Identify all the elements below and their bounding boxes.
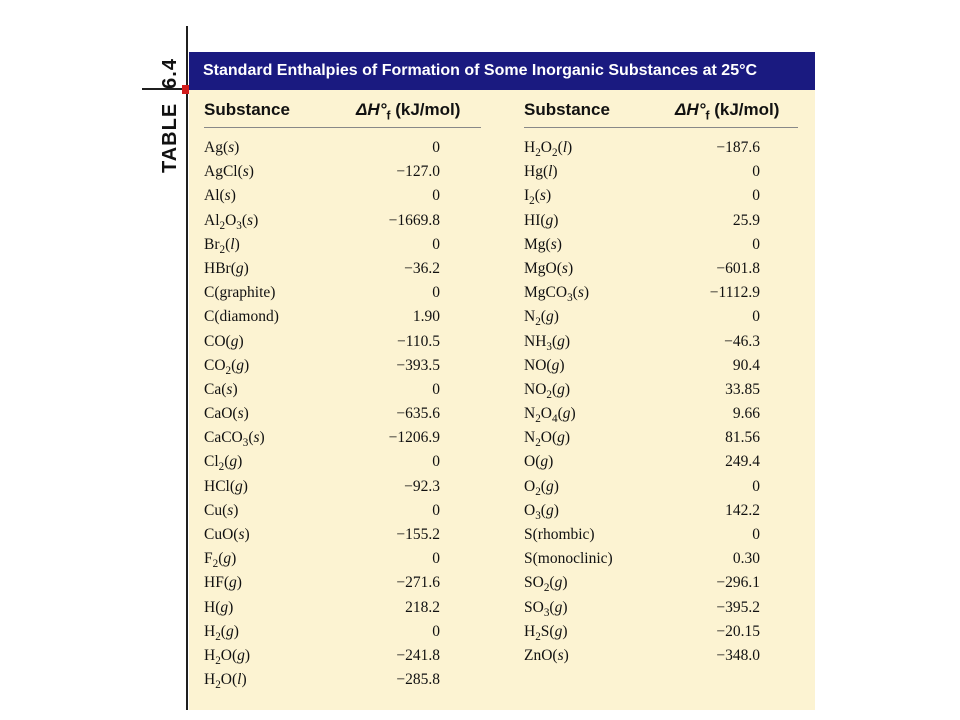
substance-cell: S(monoclinic) bbox=[524, 550, 613, 568]
table-title: Standard Enthalpies of Formation of Some Inorganic Substances at 25°C bbox=[203, 62, 758, 79]
enthalpy-value-cell: 25.9 bbox=[732, 211, 760, 229]
substance-cell: $O_3(g)$ bbox=[524, 501, 559, 522]
right-value-column bbox=[650, 136, 760, 668]
substance-cell: $Br_2(l)$ bbox=[204, 235, 240, 256]
substance-cell: $CO_2(g)$ bbox=[204, 356, 250, 377]
substance-cell: H(g) bbox=[204, 598, 234, 616]
enthalpy-value-cell: 0 bbox=[752, 235, 760, 253]
header-rule-left bbox=[204, 127, 481, 128]
enthalpy-value-cell: 218.2 bbox=[405, 598, 440, 616]
enthalpy-value-cell: 0 bbox=[432, 284, 440, 302]
substance-cell: Hg(l) bbox=[524, 163, 558, 181]
enthalpy-value-cell: 0 bbox=[432, 380, 440, 398]
substance-cell: CaO(s) bbox=[204, 405, 249, 423]
enthalpy-symbol: $\Delta H^\circ_f$ bbox=[675, 100, 710, 123]
substance-cell: O(g) bbox=[524, 453, 554, 471]
enthalpy-value-cell: 9.66 bbox=[732, 405, 760, 423]
substance-cell: C(diamond) bbox=[204, 308, 279, 326]
enthalpy-value-cell: −241.8 bbox=[396, 646, 440, 664]
table-number: 6.4 bbox=[158, 57, 181, 89]
enthalpy-value-cell: 0 bbox=[752, 187, 760, 205]
substance-cell: HF(g) bbox=[204, 574, 242, 592]
enthalpy-value-cell: −393.5 bbox=[396, 356, 440, 374]
substance-cell: HI(g) bbox=[524, 211, 559, 229]
enthalpy-value-cell: −1112.9 bbox=[709, 284, 760, 302]
enthalpy-value-cell: −635.6 bbox=[396, 405, 440, 423]
substance-cell: Cu(s) bbox=[204, 501, 239, 519]
enthalpy-value-cell: −36.2 bbox=[404, 259, 440, 277]
enthalpy-value-cell: −20.15 bbox=[716, 622, 760, 640]
enthalpy-value-cell: 0 bbox=[432, 453, 440, 471]
enthalpy-value-cell: 90.4 bbox=[732, 356, 760, 374]
substance-cell: CuO(s) bbox=[204, 526, 250, 543]
substance-cell: HBr(g) bbox=[204, 259, 249, 277]
substance-cell: C(graphite) bbox=[204, 284, 276, 302]
enthalpy-value-cell: 0 bbox=[432, 139, 440, 156]
substance-cell: $O_2(g)$ bbox=[524, 477, 559, 498]
enthalpy-value-cell: 0 bbox=[752, 526, 760, 543]
substance-cell: HCl(g) bbox=[204, 477, 248, 495]
enthalpy-value-cell: 1.90 bbox=[412, 308, 440, 326]
table-side-label bbox=[152, 50, 188, 180]
enthalpy-value-cell: 0 bbox=[752, 308, 760, 326]
enthalpy-value-cell: −395.2 bbox=[716, 598, 760, 616]
substance-cell: MgO(s) bbox=[524, 259, 574, 277]
side-rule bbox=[142, 88, 186, 90]
substance-cell: Mg(s) bbox=[524, 235, 562, 253]
substance-cell: NO(g) bbox=[524, 356, 565, 374]
substance-cell: $N_2O_4(g)$ bbox=[524, 405, 576, 426]
header-substance-right: Substance bbox=[524, 100, 610, 119]
enthalpy-value-cell: −1206.9 bbox=[388, 429, 440, 447]
substance-cell: AgCl(s) bbox=[204, 163, 254, 181]
vertical-rule bbox=[186, 26, 188, 710]
substance-cell: $N_2O(g)$ bbox=[524, 429, 571, 450]
enthalpy-symbol: $\Delta H^\circ_f$ bbox=[356, 100, 391, 123]
enthalpy-value-cell: −110.5 bbox=[396, 332, 440, 350]
substance-cell: CaCO$_3$(s) bbox=[204, 429, 265, 450]
substance-cell: Al(s) bbox=[204, 187, 236, 205]
left-value-column bbox=[330, 136, 440, 692]
substance-cell: $N_2(g)$ bbox=[524, 308, 559, 329]
enthalpy-value-cell: −187.6 bbox=[716, 139, 760, 156]
substance-cell: MgCO$_3$(s) bbox=[524, 284, 590, 305]
enthalpy-value-cell: −601.8 bbox=[716, 259, 760, 277]
header-substance-left: Substance bbox=[204, 100, 290, 119]
substance-cell: S(rhombic) bbox=[524, 526, 595, 543]
table-label: TABLE bbox=[158, 102, 181, 173]
enthalpy-unit: (kJ/mol) bbox=[395, 100, 461, 119]
substance-cell: $H_2O_2(l)$ bbox=[524, 139, 573, 160]
substance-cell: $NH_3(g)$ bbox=[524, 332, 571, 353]
enthalpy-value-cell: −1669.8 bbox=[388, 211, 440, 229]
enthalpy-value-cell: −348.0 bbox=[716, 646, 760, 664]
enthalpy-value-cell: −285.8 bbox=[396, 671, 440, 689]
enthalpy-value-cell: 0 bbox=[432, 187, 440, 205]
enthalpy-unit: (kJ/mol) bbox=[714, 100, 780, 119]
enthalpy-value-cell: −296.1 bbox=[716, 574, 760, 592]
enthalpy-value-cell: 142.2 bbox=[725, 501, 760, 519]
substance-cell: $H_2(g)$ bbox=[204, 622, 239, 643]
substance-cell: ZnO(s) bbox=[524, 646, 569, 664]
substance-cell: $H_2S(g)$ bbox=[524, 622, 568, 643]
enthalpy-value-cell: −127.0 bbox=[396, 163, 440, 181]
substance-cell: $F_2(g)$ bbox=[204, 550, 237, 571]
substance-cell: $H_2O(g)$ bbox=[204, 646, 251, 668]
substance-cell: $H_2O(l)$ bbox=[204, 671, 247, 692]
enthalpy-value-cell: 249.4 bbox=[725, 453, 760, 471]
enthalpy-value-cell: 0 bbox=[432, 501, 440, 519]
enthalpy-value-cell: 0 bbox=[432, 622, 440, 640]
header-enthalpy-left bbox=[356, 100, 460, 126]
substance-cell: $SO_3(g)$ bbox=[524, 598, 568, 619]
enthalpy-value-cell: −46.3 bbox=[724, 332, 760, 350]
enthalpy-value-cell: −271.6 bbox=[396, 574, 440, 592]
substance-cell: $SO_2(g)$ bbox=[524, 574, 568, 595]
enthalpy-value-cell: 0 bbox=[432, 550, 440, 568]
enthalpy-value-cell: 81.56 bbox=[725, 429, 760, 447]
enthalpy-value-cell: −155.2 bbox=[396, 526, 440, 543]
enthalpy-value-cell: 0 bbox=[752, 163, 760, 181]
substance-cell: CO(g) bbox=[204, 332, 244, 350]
table-title-bar bbox=[189, 52, 815, 90]
substance-cell: Ca(s) bbox=[204, 380, 238, 398]
enthalpy-value-cell: 0 bbox=[432, 235, 440, 253]
enthalpy-value-cell: 0.30 bbox=[732, 550, 760, 568]
substance-cell: Ag(s) bbox=[204, 139, 240, 156]
substance-cell: $I_2(s)$ bbox=[524, 187, 552, 208]
substance-cell: $Al_2O_3(s)$ bbox=[204, 211, 259, 232]
header-rule-right bbox=[524, 127, 798, 128]
enthalpy-value-cell: 33.85 bbox=[725, 380, 760, 398]
enthalpy-value-cell: −92.3 bbox=[404, 477, 440, 495]
substance-cell: $NO_2(g)$ bbox=[524, 380, 571, 401]
enthalpy-value-cell: 0 bbox=[752, 477, 760, 495]
header-enthalpy-right bbox=[675, 100, 779, 126]
substance-cell: $Cl_2(g)$ bbox=[204, 453, 243, 474]
